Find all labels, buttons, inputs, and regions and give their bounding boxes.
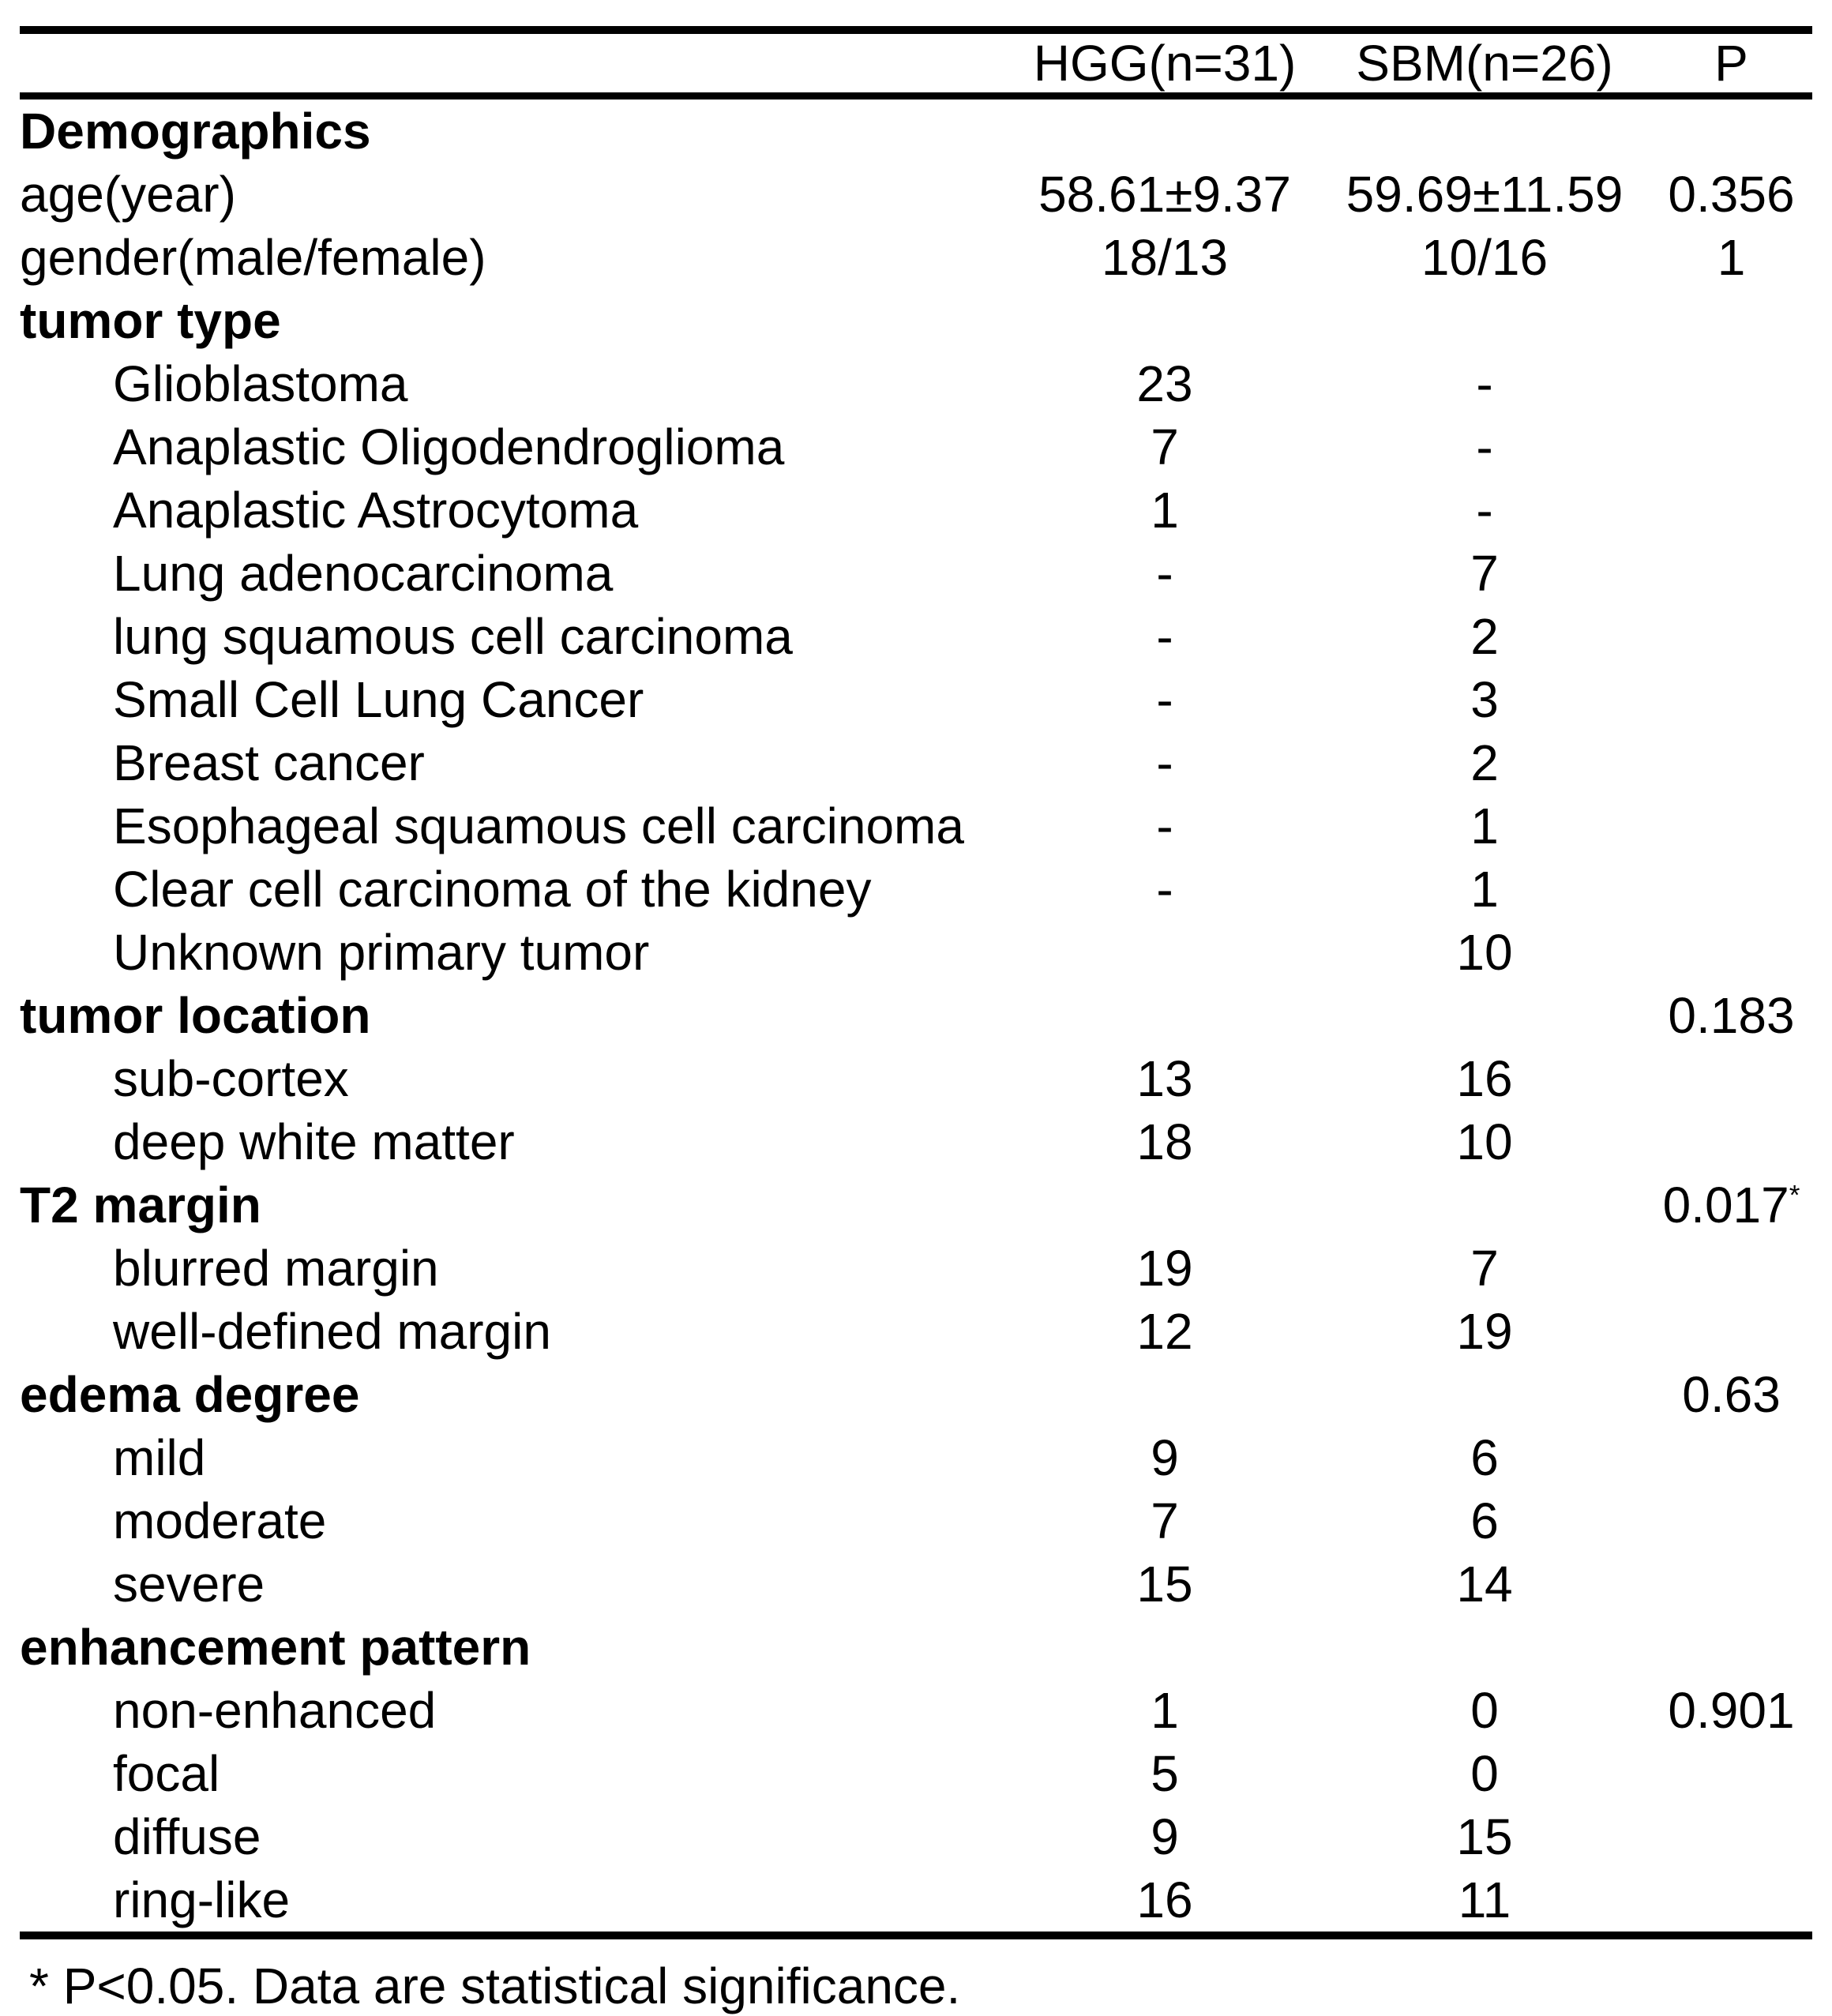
header-hgg-column: HGG(n=31) bbox=[1011, 30, 1319, 96]
hgg-value: 12 bbox=[1136, 1303, 1193, 1360]
hgg-value bbox=[1011, 289, 1319, 352]
sbm-value: 6 bbox=[1470, 1429, 1499, 1486]
p-value: 0.356 bbox=[1668, 166, 1795, 223]
footnote: * P<0.05. Data are statistical significance. bbox=[29, 1958, 961, 2014]
row-label: sub-cortex bbox=[113, 1050, 349, 1107]
sbm-value: 7 bbox=[1470, 1240, 1499, 1297]
table-row bbox=[20, 605, 1812, 668]
row-label: Esophageal squamous cell carcinoma bbox=[113, 798, 964, 854]
table-row bbox=[20, 1363, 1812, 1426]
p-value bbox=[1650, 542, 1812, 605]
p-value bbox=[1650, 668, 1812, 731]
table-row bbox=[20, 542, 1812, 605]
sbm-value: 1 bbox=[1470, 798, 1499, 854]
table-row bbox=[20, 226, 1812, 289]
table-row bbox=[20, 1616, 1812, 1679]
sbm-value: 7 bbox=[1470, 545, 1499, 602]
p-value bbox=[1650, 605, 1812, 668]
sbm-value bbox=[1319, 1616, 1650, 1679]
row-label: blurred margin bbox=[113, 1240, 439, 1297]
table-row bbox=[20, 1237, 1812, 1300]
table-row bbox=[20, 1742, 1812, 1805]
p-value bbox=[1650, 1616, 1812, 1679]
hgg-value: 15 bbox=[1136, 1556, 1193, 1612]
sbm-value: 14 bbox=[1456, 1556, 1513, 1612]
table-row bbox=[20, 479, 1812, 542]
sbm-value: - bbox=[1476, 482, 1493, 539]
hgg-value: 18/13 bbox=[1101, 229, 1229, 286]
sbm-value: - bbox=[1476, 355, 1493, 412]
row-label: severe bbox=[113, 1556, 265, 1612]
row-label: lung squamous cell carcinoma bbox=[113, 608, 793, 665]
row-label: Unknown primary tumor bbox=[113, 924, 650, 981]
sbm-value: 10 bbox=[1456, 1113, 1513, 1170]
hgg-value: 16 bbox=[1136, 1871, 1193, 1928]
header-label-cell bbox=[20, 30, 1011, 96]
hgg-value: - bbox=[1156, 671, 1173, 728]
table-row bbox=[20, 668, 1812, 731]
sbm-value: 10 bbox=[1456, 924, 1513, 981]
table-row bbox=[20, 1047, 1812, 1110]
row-label: T2 margin bbox=[20, 1177, 261, 1233]
table-row bbox=[20, 1300, 1812, 1363]
sbm-value: 1 bbox=[1470, 861, 1499, 918]
sbm-value bbox=[1319, 289, 1650, 352]
p-value: 0.63 bbox=[1682, 1366, 1781, 1423]
p-value: 1 bbox=[1717, 229, 1746, 286]
p-value bbox=[1650, 731, 1812, 794]
hgg-value: 9 bbox=[1151, 1808, 1179, 1865]
p-value bbox=[1650, 1426, 1812, 1489]
row-label: Breast cancer bbox=[113, 734, 425, 791]
sbm-value: 15 bbox=[1456, 1808, 1513, 1865]
hgg-value: 23 bbox=[1136, 355, 1193, 412]
table-row bbox=[20, 794, 1812, 858]
p-value bbox=[1650, 1047, 1812, 1110]
table-row bbox=[20, 1868, 1812, 1935]
sbm-value: 0 bbox=[1470, 1682, 1499, 1739]
p-value bbox=[1650, 858, 1812, 921]
hgg-value: - bbox=[1156, 608, 1173, 665]
table-row bbox=[20, 1110, 1812, 1173]
sbm-value bbox=[1319, 1363, 1650, 1426]
hgg-value: 1 bbox=[1151, 1682, 1179, 1739]
table-row bbox=[20, 1552, 1812, 1616]
table-row bbox=[20, 858, 1812, 921]
p-value bbox=[1650, 794, 1812, 858]
p-value bbox=[1650, 352, 1812, 415]
hgg-value: 7 bbox=[1151, 419, 1179, 475]
row-label: Small Cell Lung Cancer bbox=[113, 671, 644, 728]
p-value bbox=[1650, 1110, 1812, 1173]
table-row bbox=[20, 1173, 1812, 1237]
hgg-value bbox=[1011, 1363, 1319, 1426]
row-label: Anaplastic Astrocytoma bbox=[113, 482, 639, 539]
sbm-value: 0 bbox=[1470, 1745, 1499, 1802]
p-value bbox=[1650, 1237, 1812, 1300]
row-label: gender(male/female) bbox=[20, 229, 486, 286]
hgg-value: - bbox=[1156, 798, 1173, 854]
p-value bbox=[1650, 1742, 1812, 1805]
hgg-value: 13 bbox=[1136, 1050, 1193, 1107]
row-label: moderate bbox=[113, 1492, 327, 1549]
row-label: focal bbox=[113, 1745, 220, 1802]
sbm-value: 2 bbox=[1470, 608, 1499, 665]
header-sbm-column: SBM(n=26) bbox=[1319, 30, 1650, 96]
row-label: Glioblastoma bbox=[113, 355, 408, 412]
hgg-value bbox=[1011, 984, 1319, 1047]
row-label: Anaplastic Oligodendroglioma bbox=[113, 419, 785, 475]
table-row bbox=[20, 352, 1812, 415]
row-label: well-defined margin bbox=[113, 1303, 551, 1360]
sbm-value: 3 bbox=[1470, 671, 1499, 728]
row-label: Clear cell carcinoma of the kidney bbox=[113, 861, 872, 918]
hgg-value: 18 bbox=[1136, 1113, 1193, 1170]
p-value bbox=[1650, 921, 1812, 984]
hgg-value bbox=[1011, 96, 1319, 163]
row-label: non-enhanced bbox=[113, 1682, 437, 1739]
hgg-value bbox=[1011, 1616, 1319, 1679]
p-value bbox=[1650, 289, 1812, 352]
table-row bbox=[20, 984, 1812, 1047]
patient-characteristics-table bbox=[20, 26, 1812, 1939]
row-label: tumor location bbox=[20, 987, 371, 1044]
sbm-value bbox=[1319, 96, 1650, 163]
row-label: deep white matter bbox=[113, 1113, 515, 1170]
p-value bbox=[1650, 1552, 1812, 1616]
table-row bbox=[20, 1426, 1812, 1489]
header-row bbox=[20, 30, 1812, 96]
table-body bbox=[20, 96, 1812, 1936]
table-row bbox=[20, 163, 1812, 226]
p-value: 0.017* bbox=[1662, 1177, 1800, 1233]
sbm-value: 16 bbox=[1456, 1050, 1513, 1107]
p-value bbox=[1650, 1805, 1812, 1868]
header-p-column: P bbox=[1650, 30, 1812, 96]
sbm-value: 19 bbox=[1456, 1303, 1513, 1360]
p-value bbox=[1650, 96, 1812, 163]
sbm-value: 59.69±11.59 bbox=[1346, 166, 1624, 223]
sbm-value bbox=[1319, 984, 1650, 1047]
hgg-value: 1 bbox=[1151, 482, 1179, 539]
sbm-value bbox=[1319, 1173, 1650, 1237]
p-value bbox=[1650, 1868, 1812, 1935]
table-row bbox=[20, 415, 1812, 479]
row-label: mild bbox=[113, 1429, 206, 1486]
p-value bbox=[1650, 415, 1812, 479]
p-value bbox=[1650, 479, 1812, 542]
hgg-value: 58.61±9.37 bbox=[1038, 166, 1291, 223]
hgg-value: - bbox=[1156, 861, 1173, 918]
table-row bbox=[20, 1489, 1812, 1552]
row-label: Lung adenocarcinoma bbox=[113, 545, 614, 602]
sbm-value: 11 bbox=[1458, 1871, 1511, 1928]
row-label: tumor type bbox=[20, 292, 281, 349]
hgg-value: - bbox=[1156, 545, 1173, 602]
significance-asterisk: * bbox=[1789, 1180, 1800, 1211]
table-row bbox=[20, 289, 1812, 352]
hgg-value: - bbox=[1156, 734, 1173, 791]
hgg-value: 19 bbox=[1136, 1240, 1193, 1297]
row-label: edema degree bbox=[20, 1366, 360, 1423]
hgg-value: 5 bbox=[1151, 1745, 1179, 1802]
row-label: ring-like bbox=[113, 1871, 291, 1928]
table-row bbox=[20, 1679, 1812, 1742]
row-label: Demographics bbox=[20, 103, 371, 160]
row-label: age(year) bbox=[20, 166, 236, 223]
hgg-value: 7 bbox=[1151, 1492, 1179, 1549]
hgg-value: 9 bbox=[1151, 1429, 1179, 1486]
p-value bbox=[1650, 1489, 1812, 1552]
table-header bbox=[20, 30, 1812, 96]
table-row bbox=[20, 1805, 1812, 1868]
hgg-value bbox=[1011, 1173, 1319, 1237]
p-value: 0.183 bbox=[1668, 987, 1795, 1044]
table-row bbox=[20, 731, 1812, 794]
p-value bbox=[1650, 1300, 1812, 1363]
table-row bbox=[20, 96, 1812, 163]
sbm-value: 10/16 bbox=[1421, 229, 1549, 286]
p-value: 0.901 bbox=[1668, 1682, 1795, 1739]
sbm-value: 6 bbox=[1470, 1492, 1499, 1549]
row-label: diffuse bbox=[113, 1808, 261, 1865]
sbm-value: 2 bbox=[1470, 734, 1499, 791]
hgg-value bbox=[1011, 921, 1319, 984]
row-label: enhancement pattern bbox=[20, 1619, 531, 1676]
table-row bbox=[20, 921, 1812, 984]
sbm-value: - bbox=[1476, 419, 1493, 475]
